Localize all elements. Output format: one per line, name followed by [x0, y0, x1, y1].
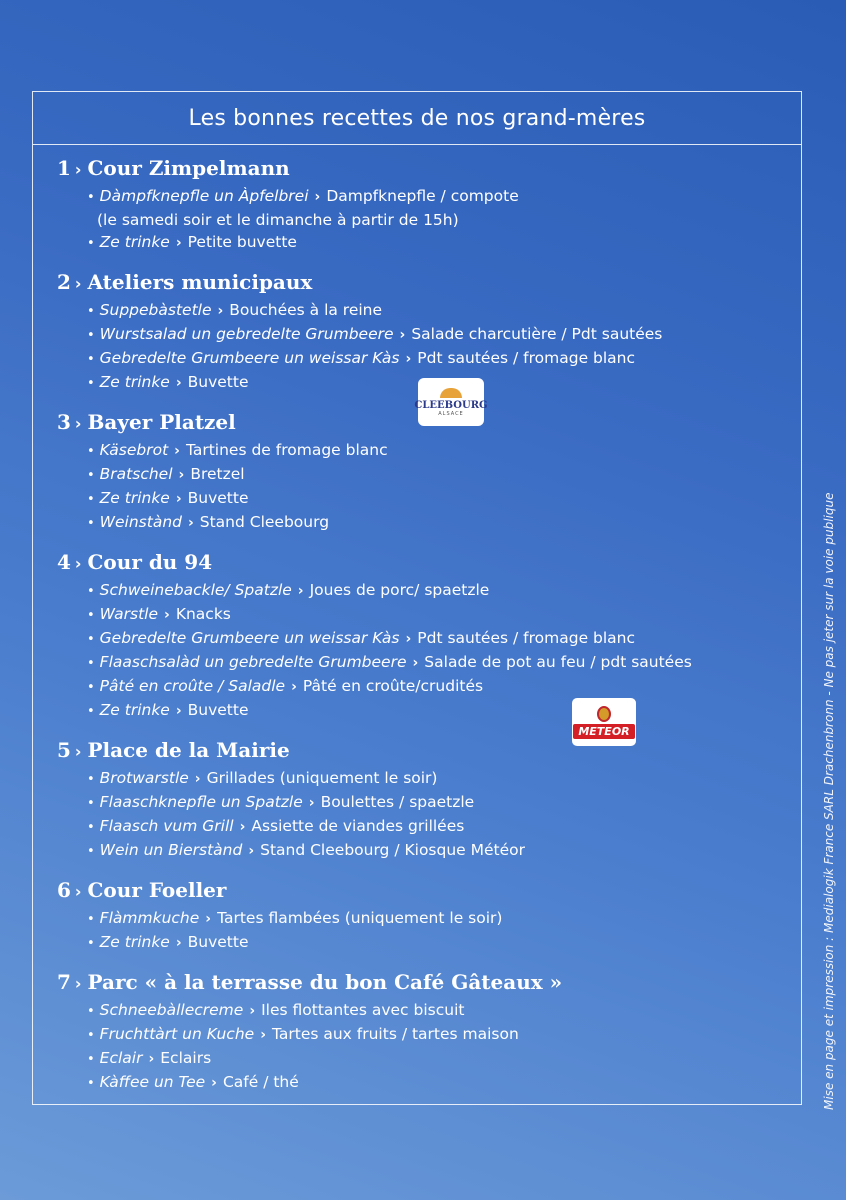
chevron-right-icon: ›	[74, 274, 82, 293]
dish-item	[87, 651, 801, 675]
dish-list	[57, 907, 801, 955]
dish-name-french: Iles flottantes avec biscuit	[261, 1001, 465, 1019]
chevron-right-icon: ›	[174, 443, 180, 459]
dish-name-alsatian: Dàmpfknepfle un Àpfelbrei	[99, 187, 309, 205]
section-2	[57, 269, 801, 395]
dish-item	[87, 931, 801, 955]
section-3	[57, 409, 801, 535]
bullet-icon: •	[87, 680, 95, 695]
chevron-right-icon: ›	[175, 703, 182, 719]
chevron-right-icon: ›	[314, 189, 321, 205]
dish-item	[87, 231, 801, 255]
chevron-right-icon: ›	[308, 795, 315, 811]
dish-name-french: Buvette	[187, 701, 249, 719]
dish-item	[87, 815, 801, 839]
section-number: 1	[57, 156, 71, 180]
print-credit: Mise en page et impression : Medialogik France SARL Drachenbronn - Ne pas jeter sur la voie publique	[822, 492, 836, 1110]
dish-name-alsatian: Bratschel	[99, 465, 173, 483]
dish-name-french: Tartes aux fruits / tartes maison	[271, 1025, 519, 1043]
bullet-icon: •	[87, 936, 95, 951]
dish-name-alsatian: Wein un Bierstànd	[99, 841, 243, 859]
dish-name-alsatian: Eclair	[99, 1049, 143, 1067]
dish-name-alsatian: Ze trinke	[99, 489, 170, 507]
section-number: 3	[57, 410, 71, 434]
section-title	[57, 155, 801, 183]
meteor-emblem-icon	[597, 706, 611, 722]
chevron-right-icon: ›	[74, 974, 82, 993]
dish-item	[87, 1047, 801, 1071]
dish-name-alsatian: Brotwarstle	[99, 769, 189, 787]
dish-name-french: Buvette	[187, 373, 249, 391]
chevron-right-icon: ›	[74, 414, 82, 433]
dish-name-alsatian: Schweinebackle/ Spatzle	[99, 581, 292, 599]
chevron-right-icon: ›	[291, 679, 297, 695]
chevron-right-icon: ›	[148, 1051, 155, 1067]
bullet-icon: •	[87, 844, 95, 859]
dish-name-alsatian: Flàmmkuche	[99, 909, 200, 927]
section-number: 4	[57, 550, 71, 574]
dish-item	[87, 511, 801, 535]
section-name: Bayer Platzel	[87, 410, 236, 434]
dish-name-french: Pdt sautées / fromage blanc	[417, 629, 636, 647]
chevron-right-icon: ›	[164, 607, 170, 623]
bullet-icon: •	[87, 1028, 95, 1043]
dish-name-alsatian: Pâté en croûte / Saladle	[99, 677, 286, 695]
dish-name-french: Buvette	[187, 489, 249, 507]
section-name: Place de la Mairie	[87, 738, 290, 762]
dish-name-french: Assiette de viandes grillées	[251, 817, 465, 835]
dish-name-french: Salade charcutière / Pdt sautées	[411, 325, 663, 343]
chevron-right-icon: ›	[248, 843, 255, 859]
bullet-icon: •	[87, 1004, 95, 1019]
dish-name-french: Pdt sautées / fromage blanc	[417, 349, 636, 367]
dish-name-french: Café / thé	[222, 1073, 299, 1091]
chevron-right-icon: ›	[175, 935, 182, 951]
dish-name-french: Eclairs	[160, 1049, 212, 1067]
bullet-icon: •	[87, 328, 95, 343]
section-name: Cour Zimpelmann	[87, 156, 290, 180]
dish-name-alsatian: Ze trinke	[99, 373, 170, 391]
dish-item	[87, 1071, 801, 1095]
dish-name-alsatian: Käsebrot	[99, 441, 169, 459]
bullet-icon: •	[87, 468, 95, 483]
dish-item	[87, 299, 801, 323]
bullet-icon: •	[87, 820, 95, 835]
chevron-right-icon: ›	[74, 882, 82, 901]
dish-list	[57, 439, 801, 535]
meteor-logo-name: METEOR	[573, 724, 634, 739]
section-title	[57, 269, 801, 297]
dish-item	[87, 603, 801, 627]
dish-item	[87, 1023, 801, 1047]
dish-item	[87, 579, 801, 603]
meteor-logo	[572, 698, 636, 746]
bullet-icon: •	[87, 444, 95, 459]
section-name: Cour du 94	[87, 550, 213, 574]
chevron-right-icon: ›	[194, 771, 201, 787]
section-5	[57, 737, 801, 863]
chevron-right-icon: ›	[405, 351, 412, 367]
chevron-right-icon: ›	[405, 631, 412, 647]
section-title	[57, 737, 801, 765]
dish-name-alsatian: Schneebàllecreme	[99, 1001, 244, 1019]
dish-name-french: Petite buvette	[187, 233, 297, 251]
dish-item	[87, 439, 801, 463]
dish-name-alsatian: Gebredelte Grumbeere un weissar Kàs	[99, 629, 400, 647]
dish-name-french: Salade de pot au feu / pdt sautées	[424, 653, 692, 671]
dish-name-alsatian: Ze trinke	[99, 933, 170, 951]
dish-name-french: Grillades (uniquement le soir)	[206, 769, 438, 787]
dish-item	[87, 767, 801, 791]
dish-item	[87, 999, 801, 1023]
dish-item	[87, 627, 801, 651]
dish-item	[87, 323, 801, 347]
dish-name-french: Bouchées à la reine	[229, 301, 383, 319]
chevron-right-icon: ›	[239, 819, 246, 835]
dish-name-french: Pâté en croûte/crudités	[302, 677, 484, 695]
dish-item	[87, 675, 801, 699]
chevron-right-icon: ›	[187, 515, 194, 531]
dish-name-french: Stand Cleebourg	[199, 513, 330, 531]
menu-frame	[32, 91, 802, 1105]
cleebourg-logo-sub: ALSACE	[438, 410, 464, 417]
chevron-right-icon: ›	[74, 160, 82, 179]
dish-note: (le samedi soir et le dimanche à partir de 15h)	[97, 211, 459, 229]
dish-item	[87, 791, 801, 815]
bullet-icon: •	[87, 584, 95, 599]
dish-name-alsatian: Suppebàstetle	[99, 301, 212, 319]
dish-item	[87, 185, 801, 209]
dish-name-french: Tartines de fromage blanc	[185, 441, 388, 459]
bullet-icon: •	[87, 772, 95, 787]
dish-name-alsatian: Wurstsalad un gebredelte Grumbeere	[99, 325, 394, 343]
chevron-right-icon: ›	[412, 655, 419, 671]
dish-item	[87, 907, 801, 931]
dish-list	[57, 579, 801, 723]
dish-name-alsatian: Warstle	[99, 605, 159, 623]
dish-name-french: Stand Cleebourg / Kiosque Météor	[260, 841, 526, 859]
section-1	[57, 155, 801, 255]
page-title: Les bonnes recettes de nos grand-mères	[188, 105, 646, 131]
section-title	[57, 877, 801, 905]
chevron-right-icon: ›	[217, 303, 224, 319]
dish-name-french: Bretzel	[190, 465, 245, 483]
dish-name-alsatian: Flaaschsalàd un gebredelte Grumbeere	[99, 653, 407, 671]
bullet-icon: •	[87, 912, 95, 927]
chevron-right-icon: ›	[297, 583, 304, 599]
cleebourg-logo	[414, 378, 488, 426]
section-number: 6	[57, 878, 71, 902]
chevron-right-icon: ›	[74, 554, 82, 573]
dish-name-alsatian: Ze trinke	[99, 701, 170, 719]
bullet-icon: •	[87, 1052, 95, 1067]
dish-name-french: Joues de porc/ spaetzle	[309, 581, 490, 599]
dish-list	[57, 999, 801, 1095]
dish-name-alsatian: Weinstànd	[99, 513, 182, 531]
section-title	[57, 969, 801, 997]
section-title	[57, 549, 801, 577]
bullet-icon: •	[87, 656, 95, 671]
dish-name-alsatian: Flaaschknepfle un Spatzle	[99, 793, 303, 811]
chevron-right-icon: ›	[205, 911, 212, 927]
bullet-icon: •	[87, 1076, 95, 1091]
chevron-right-icon: ›	[399, 327, 406, 343]
chevron-right-icon: ›	[211, 1075, 217, 1091]
dish-name-french: Dampfknepfle / compote	[326, 187, 519, 205]
dish-name-french: Knacks	[175, 605, 231, 623]
bullet-icon: •	[87, 352, 95, 367]
dish-list	[57, 767, 801, 863]
bullet-icon: •	[87, 190, 95, 205]
dish-name-alsatian: Kàffee un Tee	[99, 1073, 206, 1091]
chevron-right-icon: ›	[175, 491, 182, 507]
sections-list	[33, 145, 801, 1095]
bullet-icon: •	[87, 492, 95, 507]
chevron-right-icon: ›	[249, 1003, 256, 1019]
bullet-icon: •	[87, 376, 95, 391]
cleebourg-logo-name: CLEEBOURG	[414, 399, 488, 411]
bullet-icon: •	[87, 796, 95, 811]
dish-item	[87, 347, 801, 371]
section-name: Cour Foeller	[87, 878, 227, 902]
section-4	[57, 549, 801, 723]
menu-header	[33, 92, 801, 145]
bullet-icon: •	[87, 608, 95, 623]
dish-name-alsatian: Ze trinke	[99, 233, 170, 251]
chevron-right-icon: ›	[74, 742, 82, 761]
dish-name-french: Buvette	[187, 933, 249, 951]
bullet-icon: •	[87, 632, 95, 647]
dish-name-alsatian: Gebredelte Grumbeere un weissar Kàs	[99, 349, 400, 367]
section-7	[57, 969, 801, 1095]
sun-icon	[440, 388, 462, 398]
bullet-icon: •	[87, 516, 95, 531]
dish-name-alsatian: Fruchttàrt un Kuche	[99, 1025, 255, 1043]
section-number: 7	[57, 970, 71, 994]
chevron-right-icon: ›	[175, 235, 182, 251]
section-name: Ateliers municipaux	[87, 270, 313, 294]
chevron-right-icon: ›	[260, 1027, 266, 1043]
bullet-icon: •	[87, 236, 95, 251]
bullet-icon: •	[87, 704, 95, 719]
dish-name-french: Boulettes / spaetzle	[320, 793, 475, 811]
dish-item	[87, 463, 801, 487]
dish-item	[87, 839, 801, 863]
bullet-icon: •	[87, 304, 95, 319]
section-number: 5	[57, 738, 71, 762]
section-6	[57, 877, 801, 955]
dish-item	[87, 699, 801, 723]
dish-name-french: Tartes flambées (uniquement le soir)	[217, 909, 503, 927]
section-name: Parc « à la terrasse du bon Café Gâteaux »	[87, 970, 563, 994]
chevron-right-icon: ›	[175, 375, 182, 391]
dish-item	[87, 487, 801, 511]
dish-name-alsatian: Flaasch vum Grill	[99, 817, 234, 835]
chevron-right-icon: ›	[178, 467, 185, 483]
dish-list	[57, 185, 801, 255]
section-number: 2	[57, 270, 71, 294]
